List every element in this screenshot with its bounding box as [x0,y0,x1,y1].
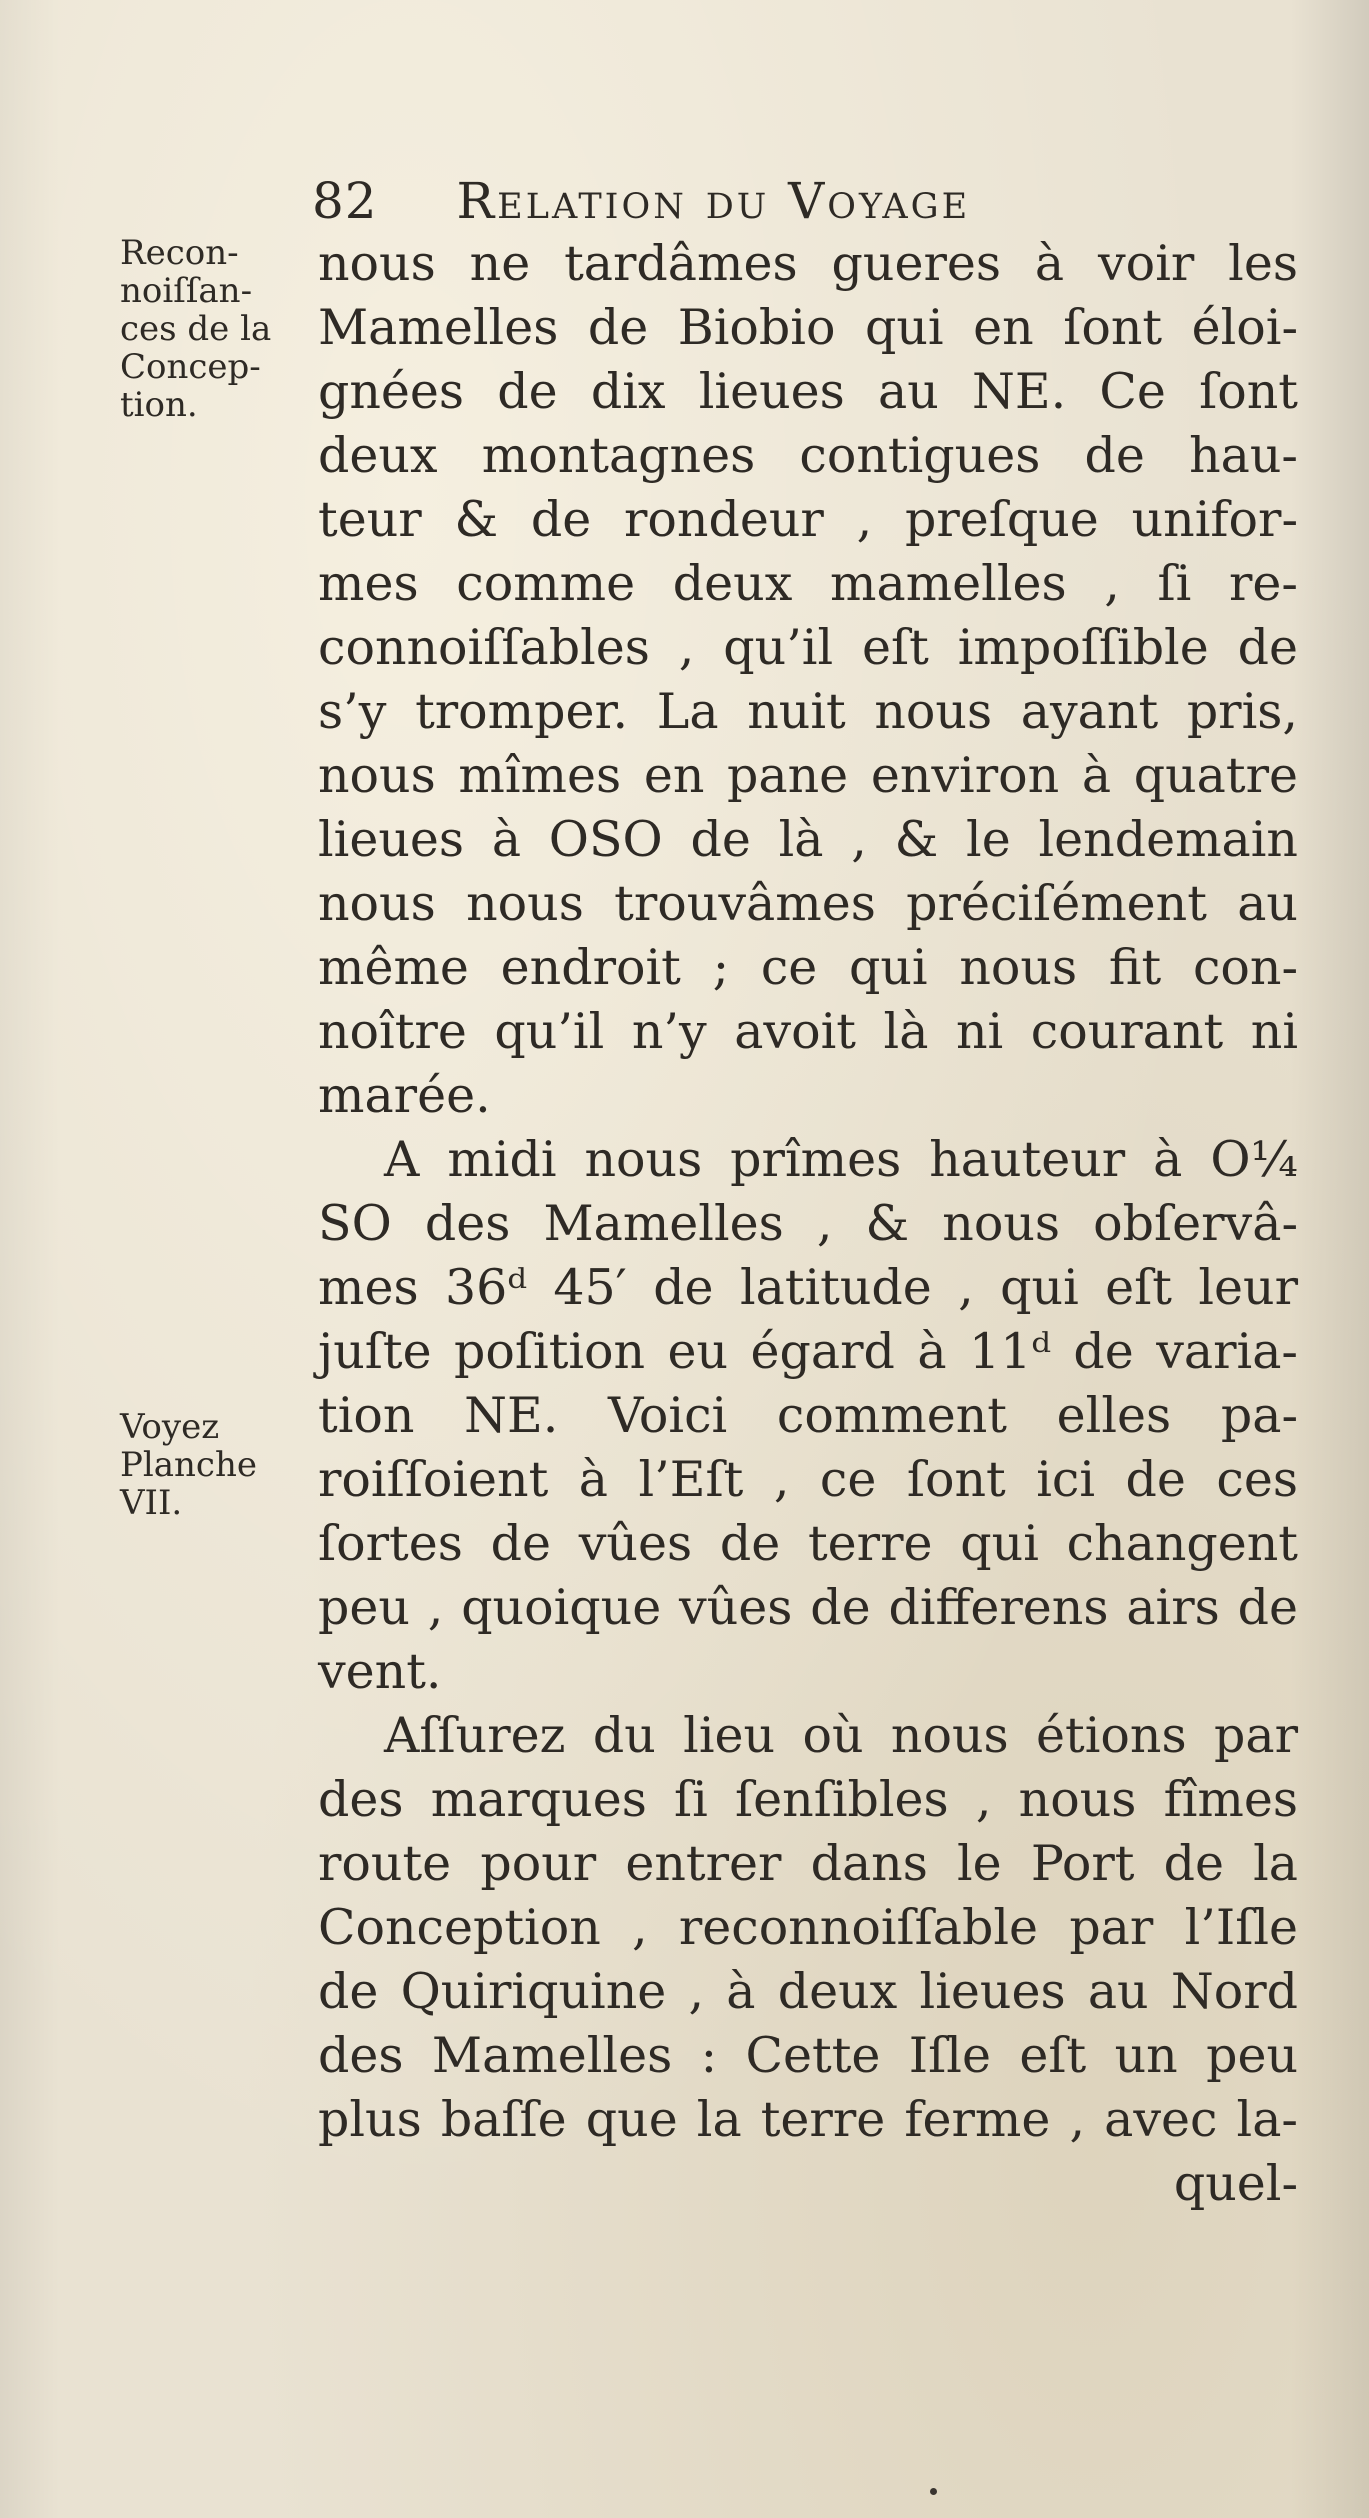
text-line: marée. [318,1067,491,1124]
text-line: nous mîmes en pane environ à quatre [318,747,1298,804]
margin-note-line: Planche [120,1445,257,1485]
text-line: nous nous trouvâmes préciſément au [318,875,1298,932]
text-line: noître qu’il n’y avoit là ni courant ni [318,1003,1298,1060]
page-header [312,172,970,230]
text-line: juſte poſition eu égard à 11ᵈ de varia- [318,1323,1298,1380]
text-line: s’y tromper. La nuit nous ayant pris, [318,683,1298,740]
text-line: connoiſſables , qu’il eſt impoſſible de [318,619,1298,676]
margin-note-line: Concep- [120,347,261,387]
text-line: mes comme deux mamelles , ſi re- [318,555,1298,612]
page-number: 82 [312,172,378,230]
margin-note-voyez-planche [120,1408,305,1522]
text-line: peu , quoique vûes de differens airs de [318,1579,1298,1636]
text-line: A midi nous prîmes hauteur à O¼ [384,1131,1298,1188]
text-line: mes 36ᵈ 45′ de latitude , qui eſt leur [318,1259,1298,1316]
text-line: route pour entrer dans le Port de la [318,1835,1298,1892]
text-line: plus baſſe que la terre ferme , avec la- [318,2091,1298,2148]
ink-dot [930,2488,937,2495]
text-line: ſortes de vûes de terre qui changent [318,1515,1298,1572]
text-line: nous ne tardâmes gueres à voir les [318,235,1298,292]
text-line: même endroit ; ce qui nous fit con- [318,939,1298,996]
text-line: teur & de rondeur , preſque unifor- [318,491,1298,548]
text-line: tion NE. Voici comment elles pa- [318,1387,1298,1444]
text-line: vent. [318,1643,442,1700]
text-line: Conception , reconnoiſſable par l’Iſle [318,1899,1298,1956]
running-title: Relation du Voyage [456,172,971,230]
text-line: deux montagnes contigues de hau- [318,427,1298,484]
margin-note-line: ces de la [120,309,272,349]
text-line: gnées de dix lieues au NE. Ce ſont [318,363,1298,420]
text-line: lieues à OSO de là , & le lendemain [318,811,1298,868]
text-line: SO des Mamelles , & nous obſervâ- [318,1195,1298,1252]
text-line: des marques ſi ſenſibles , nous fîmes [318,1771,1298,1828]
margin-note-line: VII. [120,1483,183,1523]
text-line: roiſſoient à l’Eſt , ce ſont ici de ces [318,1451,1298,1508]
body-text [318,232,1298,2216]
text-line: Aſſurez du lieu où nous étions par [384,1707,1298,1764]
margin-note-line: Voyez [120,1407,220,1447]
margin-note-reconnoissances [120,234,305,424]
margin-note-line: noiſſan- [120,271,253,311]
margin-note-line: tion. [120,385,198,425]
margin-note-line: Recon- [120,233,239,273]
text-line: de Quiriquine , à deux lieues au Nord [318,1963,1298,2020]
catchword: quel- [1173,2155,1298,2212]
text-line: Mamelles de Biobio qui en ſont éloi- [318,299,1298,356]
text-line: des Mamelles : Cette Iſle eſt un peu [318,2027,1298,2084]
